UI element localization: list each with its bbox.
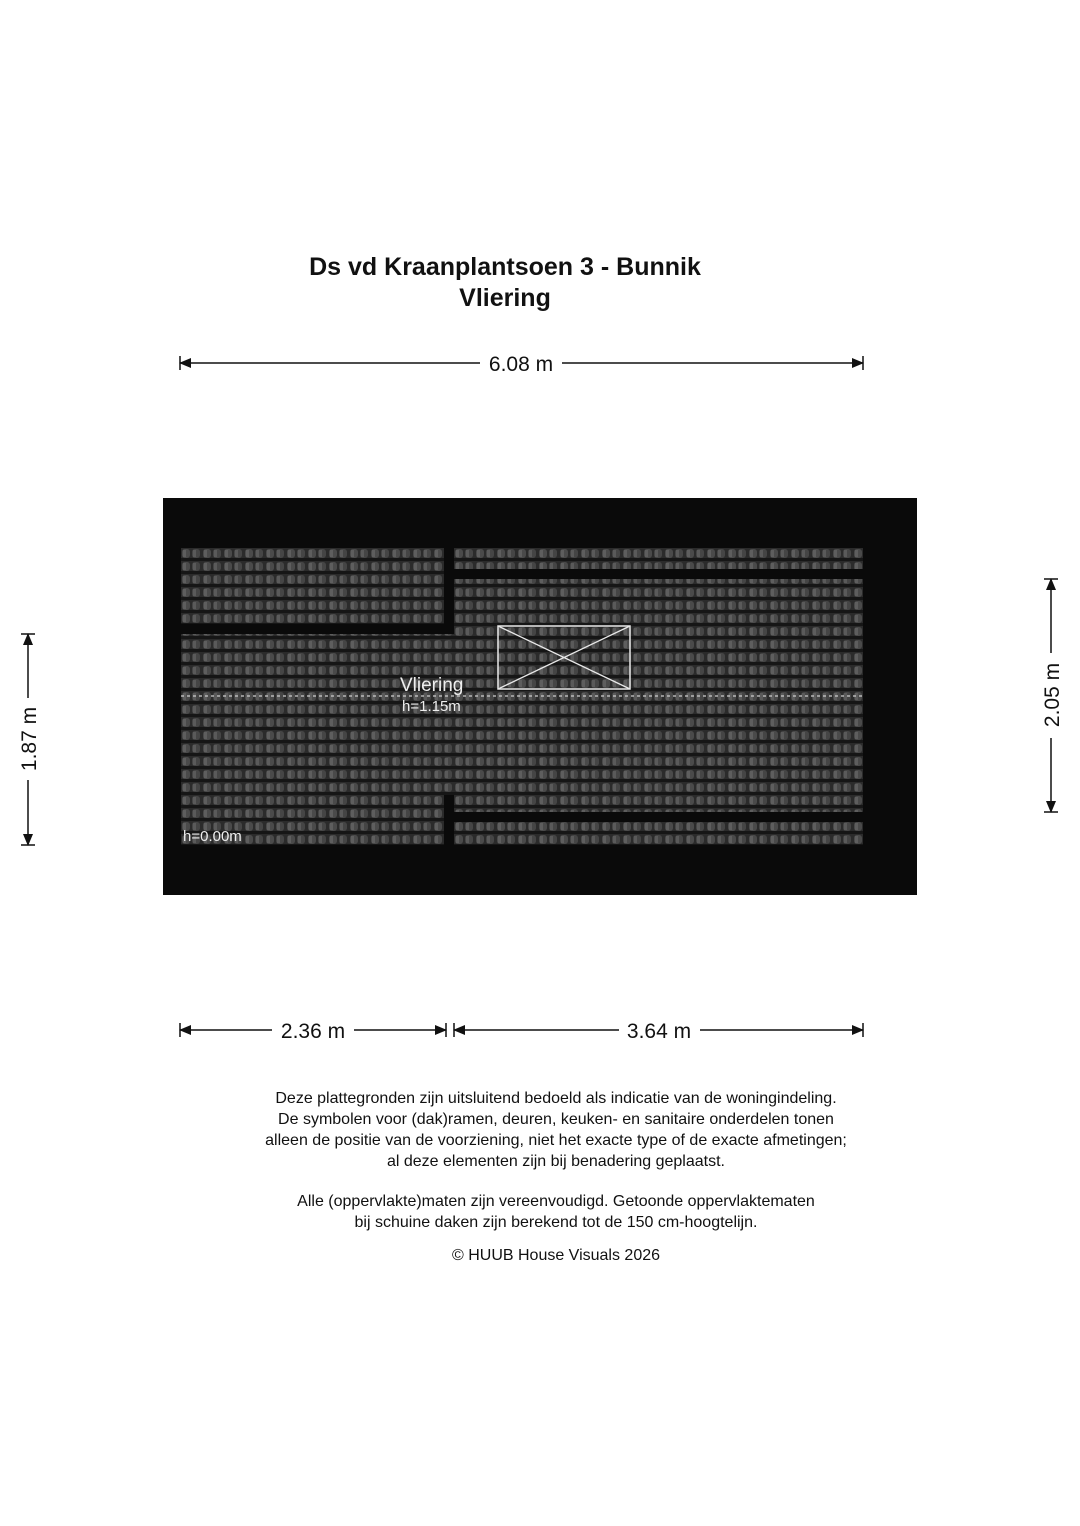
address-title: Ds vd Kraanplantsoen 3 - Bunnik — [309, 253, 701, 281]
disclaimer-line: al deze elementen zijn bij benadering geplaatst. — [386, 1153, 725, 1170]
disclaimer-line: De symbolen voor (dak)ramen, deuren, keuken- en sanitaire onderdelen tonen — [278, 1111, 834, 1128]
dimension-label-left-height: 1.87 m — [18, 706, 41, 772]
floor-title: Vliering — [459, 284, 551, 312]
dimension-label-right-height: 2.05 m — [1041, 662, 1064, 728]
disclaimer-line: Alle (oppervlakte)maten zijn vereenvoudigd. Getoonde oppervlaktematen — [297, 1193, 815, 1210]
dimension-total-width — [180, 353, 863, 376]
dimension-right-height — [1041, 579, 1064, 812]
dimension-label-total-width: 6.08 m — [488, 353, 554, 376]
disclaimer — [200, 1088, 912, 1266]
dimension-bottom-left — [180, 1020, 446, 1043]
dimension-label-bottom-right: 3.64 m — [626, 1020, 692, 1043]
room-name: Vliering — [400, 675, 464, 696]
room-ridge-height: h=1.15m — [402, 698, 461, 715]
dimension-bottom-right — [454, 1020, 863, 1043]
copyright: © HUUB House Visuals 2026 — [451, 1247, 661, 1264]
disclaimer-line: Deze plattegronden zijn uitsluitend bedoeld als indicatie van de woningindeling. — [275, 1090, 837, 1107]
dimension-label-bottom-left: 2.36 m — [280, 1020, 346, 1043]
disclaimer-line: bij schuine daken zijn berekend tot de 150 cm-hoogtelijn. — [354, 1214, 758, 1231]
disclaimer-line: alleen de positie van de voorziening, niet het exacte type of de exacte afmetingen; — [265, 1132, 847, 1149]
dimension-left-height — [18, 634, 41, 845]
room-eave-height: h=0.00m — [183, 828, 242, 845]
